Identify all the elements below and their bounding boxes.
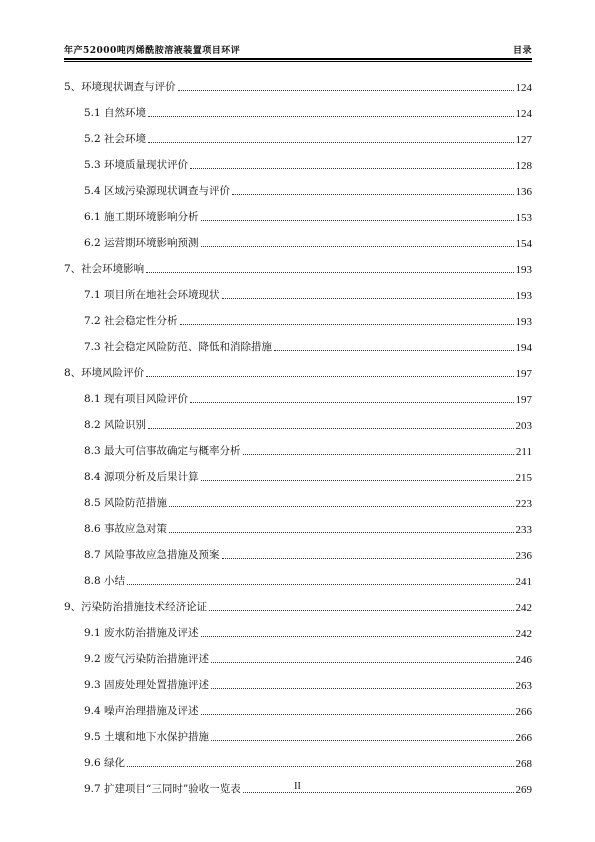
- toc-entry-page: 124: [515, 82, 532, 94]
- dot-leader: [169, 532, 513, 533]
- header-rule-thin: [64, 61, 532, 62]
- dot-leader: [127, 584, 513, 585]
- document-title: 年产52000吨丙烯酰胺溶液装置项目环评: [64, 46, 241, 56]
- toc-entry-page: 124: [515, 108, 532, 120]
- dot-leader: [190, 168, 513, 169]
- toc-entry[interactable]: [64, 458, 532, 484]
- dot-leader: [222, 558, 514, 559]
- toc-entry-page: 246: [515, 654, 532, 666]
- toc-entry[interactable]: [64, 224, 532, 250]
- toc-entry-title: 5.4 区域污染源现状调查与评价: [84, 185, 231, 197]
- toc-entry-title: 9.2 废气污染防治措施评述: [84, 653, 210, 665]
- dot-leader: [201, 480, 514, 481]
- table-of-contents: [64, 68, 532, 796]
- toc-entry-title: 6.2 运营期环境影响预测: [84, 237, 199, 249]
- toc-entry-page: 153: [515, 212, 532, 224]
- toc-entry-title: 8、环境风险评价: [64, 367, 145, 379]
- dot-leader: [146, 376, 513, 377]
- toc-entry-page: 223: [515, 498, 532, 510]
- toc-entry-title: 7、社会环境影响: [64, 263, 145, 275]
- toc-entry[interactable]: [64, 666, 532, 692]
- toc-entry-title: 5、环境现状调查与评价: [64, 81, 176, 93]
- toc-entry-page: 241: [515, 576, 532, 588]
- toc-entry-title: 8.7 风险事故应急措施及预案: [84, 549, 220, 561]
- toc-entry-title: 5.3 环境质量现状评价: [84, 159, 189, 171]
- dot-leader: [209, 610, 513, 611]
- toc-entry-page: 236: [515, 550, 532, 562]
- toc-entry[interactable]: [64, 328, 532, 354]
- toc-entry-page: 194: [515, 342, 532, 354]
- header-rule: [64, 58, 532, 60]
- toc-entry-title: 8.8 小结: [84, 575, 126, 587]
- dot-leader: [148, 142, 513, 143]
- toc-entry[interactable]: [64, 406, 532, 432]
- toc-entry[interactable]: [64, 120, 532, 146]
- toc-entry-page: 193: [515, 316, 532, 328]
- page-header: [64, 40, 532, 56]
- toc-entry[interactable]: [64, 588, 532, 614]
- toc-entry-page: 193: [515, 290, 532, 302]
- dot-leader: [222, 298, 514, 299]
- toc-entry[interactable]: [64, 354, 532, 380]
- toc-entry[interactable]: [64, 94, 532, 120]
- toc-entry-title: 9、污染防治措施技术经济论证: [64, 601, 208, 613]
- toc-entry[interactable]: [64, 250, 532, 276]
- toc-entry-page: 269: [515, 784, 532, 796]
- toc-entry-page: 193: [515, 264, 532, 276]
- toc-entry-page: 233: [515, 524, 532, 536]
- toc-entry-page: 154: [515, 238, 532, 250]
- dot-leader: [274, 350, 513, 351]
- toc-entry[interactable]: [64, 276, 532, 302]
- toc-entry[interactable]: [64, 68, 532, 94]
- dot-leader: [211, 740, 513, 741]
- toc-entry[interactable]: [64, 380, 532, 406]
- dot-leader: [243, 454, 514, 455]
- toc-entry[interactable]: [64, 302, 532, 328]
- dot-leader: [169, 506, 513, 507]
- toc-entry-page: 211: [515, 446, 532, 458]
- toc-entry[interactable]: [64, 614, 532, 640]
- dot-leader: [190, 402, 513, 403]
- toc-entry-title: 8.2 风险识别: [84, 419, 147, 431]
- toc-entry[interactable]: [64, 172, 532, 198]
- toc-entry-title: 9.6 绿化: [84, 757, 126, 769]
- dot-leader: [148, 116, 513, 117]
- dot-leader: [146, 272, 513, 273]
- toc-entry-page: 197: [515, 368, 532, 380]
- toc-entry-page: 266: [515, 706, 532, 718]
- toc-entry-title: 8.4 源项分析及后果计算: [84, 471, 199, 483]
- toc-entry[interactable]: [64, 510, 532, 536]
- toc-entry[interactable]: [64, 562, 532, 588]
- dot-leader: [148, 428, 513, 429]
- dot-leader: [232, 194, 513, 195]
- toc-entry-title: 5.2 社会环境: [84, 133, 147, 145]
- dot-leader: [127, 766, 513, 767]
- dot-leader: [243, 792, 514, 793]
- toc-entry[interactable]: [64, 146, 532, 172]
- toc-entry-page: 263: [515, 680, 532, 692]
- toc-entry-page: 242: [515, 628, 532, 640]
- dot-leader: [201, 246, 514, 247]
- section-label: 目录: [512, 46, 532, 56]
- toc-entry-title: 8.5 风险防范措施: [84, 497, 168, 509]
- toc-entry-page: 197: [515, 394, 532, 406]
- dot-leader: [178, 90, 514, 91]
- toc-entry-title: 9.3 固废处理处置措施评述: [84, 679, 210, 691]
- toc-entry-title: 9.4 噪声治理措施及评述: [84, 705, 199, 717]
- toc-entry-title: 8.3 最大可信事故确定与概率分析: [84, 445, 241, 457]
- toc-entry[interactable]: [64, 692, 532, 718]
- toc-entry-title: 9.5 土壤和地下水保护措施: [84, 731, 210, 743]
- toc-entry-page: 242: [515, 602, 532, 614]
- dot-leader: [211, 662, 513, 663]
- dot-leader: [201, 714, 514, 715]
- toc-entry-title: 7.3 社会稳定风险防范、降低和消除措施: [84, 341, 273, 353]
- toc-entry-title: 9.1 废水防治措施及评述: [84, 627, 199, 639]
- toc-entry-page: 203: [515, 420, 532, 432]
- toc-entry-page: 127: [515, 134, 532, 146]
- toc-entry-page: 215: [515, 472, 532, 484]
- toc-entry[interactable]: [64, 198, 532, 224]
- dot-leader: [211, 688, 513, 689]
- toc-entry-title: 8.1 现有项目风险评价: [84, 393, 189, 405]
- toc-entry-title: 7.1 项目所在地社会环境现状: [84, 289, 220, 301]
- toc-entry[interactable]: [64, 484, 532, 510]
- toc-entry[interactable]: [64, 536, 532, 562]
- toc-entry-page: 268: [515, 758, 532, 770]
- toc-entry-title: 9.7 扩建项目“三同时”验收一览表: [84, 783, 241, 795]
- toc-entry-page: 136: [515, 186, 532, 198]
- toc-entry[interactable]: [64, 718, 532, 744]
- dot-leader: [201, 636, 514, 637]
- page-number: II: [294, 781, 301, 792]
- toc-entry[interactable]: [64, 640, 532, 666]
- dot-leader: [201, 220, 514, 221]
- toc-entry-page: 128: [515, 160, 532, 172]
- toc-entry[interactable]: [64, 744, 532, 770]
- toc-entry-title: 7.2 社会稳定性分析: [84, 315, 178, 327]
- toc-entry-title: 6.1 施工期环境影响分析: [84, 211, 199, 223]
- toc-entry[interactable]: [64, 432, 532, 458]
- toc-entry-title: 8.6 事故应急对策: [84, 523, 168, 535]
- dot-leader: [180, 324, 514, 325]
- toc-entry-title: 5.1 自然环境: [84, 107, 147, 119]
- toc-entry-page: 266: [515, 732, 532, 744]
